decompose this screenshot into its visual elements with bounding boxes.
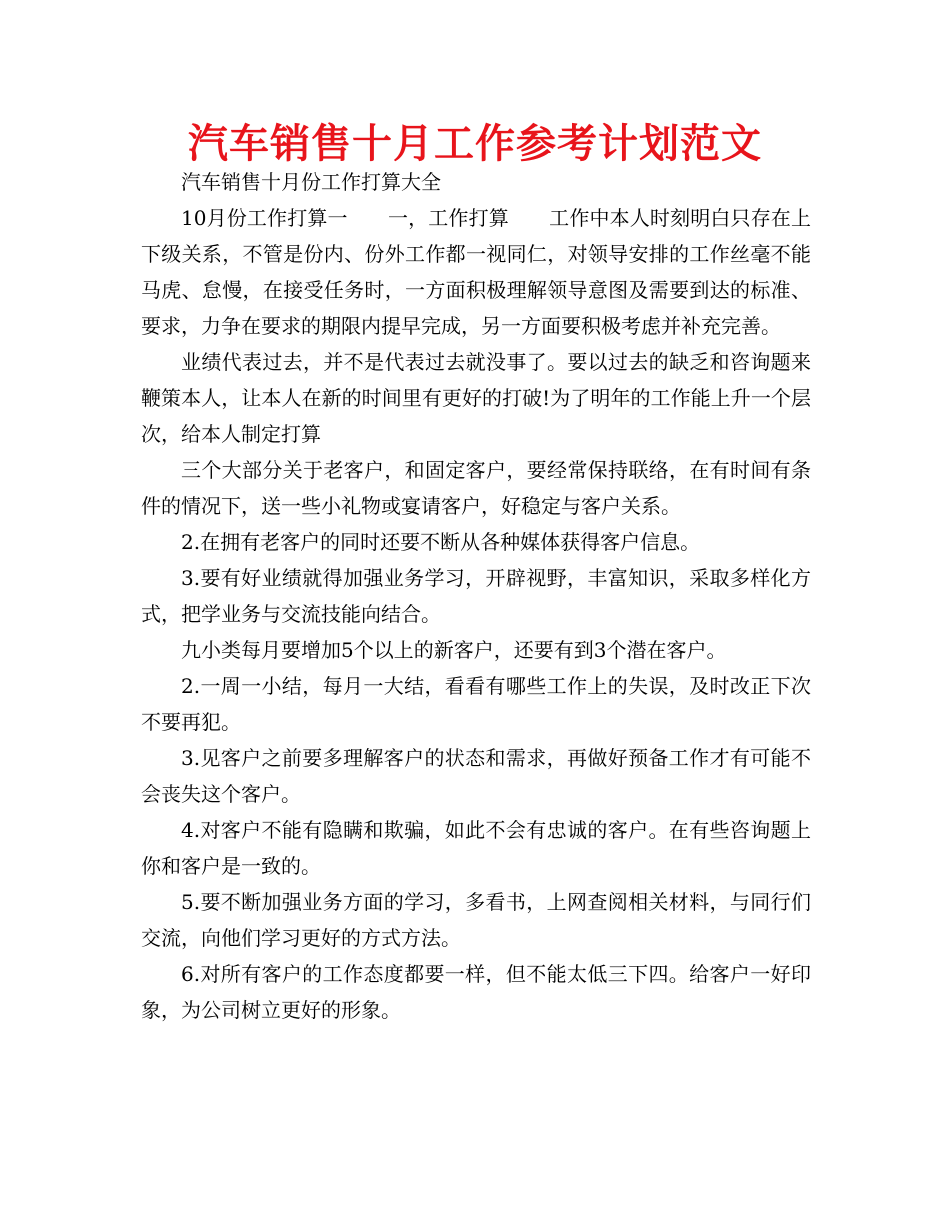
paragraph-plan-one: 10月份工作打算一 一，工作打算 工作中本人时刻明白只存在上下级关系，不管是份内、份外工作都一视同仁，对领导安排的工作丝毫不能马虎、怠慢，在接受任务时，一方面积极理解领导意图及需要到达的标准、要求，力争在要求的期限内提早完成，另一方面要积极考虑并补充完善。 xyxy=(141,206,811,338)
paragraph-item-6-attitude: 6.对所有客户的工作态度都要一样，但不能太低三下四。给客户一好印象，为公司树立更好的形象。 xyxy=(141,962,811,1022)
document-title: 汽车销售十月工作参考计划范文 xyxy=(188,121,762,167)
paragraph-item-3-understand: 3.见客户之前要多理解客户的状态和需求，再做好预备工作才有可能不会丧失这个客户。 xyxy=(141,746,811,806)
paragraph-item-2-media: 2.在拥有老客户的同时还要不断从各种媒体获得客户信息。 xyxy=(181,530,701,554)
paragraph-performance: 业绩代表过去，并不是代表过去就没事了。要以过去的缺乏和咨询题来鞭策本人，让本人在新的时间里有更好的打破!为了明年的工作能上升一个层次，给本人制定打算 xyxy=(141,350,811,446)
paragraph-new-customers: 九小类每月要增加5个以上的新客户，还要有到3个潜在客户。 xyxy=(181,638,727,662)
document-body xyxy=(141,164,811,1028)
paragraph-old-customers: 三个大部分关于老客户，和固定客户，要经常保持联络，在有时间有条件的情况下，送一些小礼物或宴请客户，好稳定与客户关系。 xyxy=(141,458,811,518)
paragraph-subtitle: 汽车销售十月份工作打算大全 xyxy=(181,170,441,194)
paragraph-item-5-study: 5.要不断加强业务方面的学习，多看书，上网查阅相关材料，与同行们交流，向他们学习更好的方式方法。 xyxy=(141,890,811,950)
paragraph-item-4-honesty: 4.对客户不能有隐瞒和欺骗，如此不会有忠诚的客户。在有些咨询题上你和客户是一致的。 xyxy=(141,818,811,878)
paragraph-item-3-learning: 3.要有好业绩就得加强业务学习，开辟视野，丰富知识，采取多样化方式，把学业务与交流技能向结合。 xyxy=(141,566,811,626)
paragraph-item-2-summary: 2.一周一小结，每月一大结，看看有哪些工作上的失误，及时改正下次不要再犯。 xyxy=(141,674,811,734)
